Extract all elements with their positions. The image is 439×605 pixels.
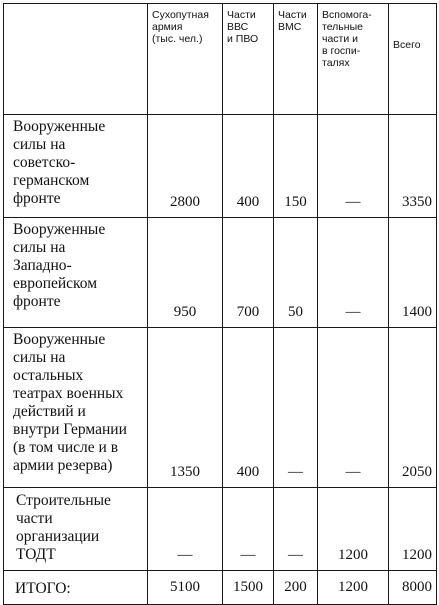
row-label-line: театрах военных <box>13 385 124 402</box>
row-label-line: Вооруженные <box>13 221 106 238</box>
row-label-line: германском <box>13 172 90 189</box>
row-label-line: армии резерва) <box>13 457 113 474</box>
row-label <box>4 328 148 488</box>
row-label-line: организации <box>16 528 100 545</box>
cell-navy: 200 <box>274 571 318 605</box>
header-navy <box>274 4 318 115</box>
row-label-line: Вооруженные <box>13 331 106 348</box>
total-row <box>4 571 437 605</box>
forces-table <box>3 3 437 605</box>
table-row <box>4 488 437 571</box>
header-category <box>4 4 148 115</box>
row-label-line: части <box>16 510 53 527</box>
row-label-line: фронте <box>13 190 61 207</box>
cell-air-force: 1500 <box>223 571 274 605</box>
row-label-line: ИТОГО: <box>15 579 71 597</box>
cell-ground-army: 5100 <box>148 571 223 605</box>
row-label-line: (в том числе и в <box>13 439 119 456</box>
row-label-line: Западно- <box>13 257 72 274</box>
cell-auxiliary: 1200 <box>318 571 389 605</box>
table-row <box>4 328 437 488</box>
cell-auxiliary: 1200 <box>318 488 389 571</box>
header-line: армия <box>152 21 183 33</box>
row-label <box>4 218 148 328</box>
row-label-line: фронте <box>13 293 61 310</box>
table-row <box>4 115 437 218</box>
cell-ground-army: 1350 <box>148 328 223 488</box>
header-line: Части <box>227 9 256 21</box>
header-line: Вспомога- <box>322 9 372 21</box>
row-label-line: Строительные <box>16 492 111 509</box>
row-label <box>4 115 148 218</box>
row-label-line: силы на <box>13 239 66 256</box>
header-air-force <box>223 4 274 115</box>
header-line: талях <box>322 57 350 69</box>
header-line: ВВС <box>227 21 249 33</box>
cell-total: 8000 <box>389 571 437 605</box>
cell-ground-army: 950 <box>148 218 223 328</box>
cell-navy: 150 <box>274 115 318 218</box>
cell-total: 2050 <box>389 328 437 488</box>
header-auxiliary <box>318 4 389 115</box>
row-label-line: силы на <box>13 136 66 153</box>
row-label <box>4 571 148 605</box>
cell-air-force: 400 <box>223 115 274 218</box>
row-label-line: советско- <box>13 154 76 171</box>
cell-total: 3350 <box>389 115 437 218</box>
header-line: Всего <box>393 39 421 51</box>
header-total <box>389 4 437 115</box>
row-label-line: остальных <box>13 367 84 384</box>
cell-ground-army: — <box>148 488 223 571</box>
header-line: и ПВО <box>227 33 259 45</box>
row-label-line: действий и <box>13 403 86 420</box>
row-label-line: Вооруженные <box>13 118 106 135</box>
cell-navy: — <box>274 488 318 571</box>
header-line: Сухопутная <box>152 9 209 21</box>
cell-air-force: — <box>223 488 274 571</box>
cell-navy: 50 <box>274 218 318 328</box>
cell-air-force: 700 <box>223 218 274 328</box>
header-line: части и <box>322 33 359 45</box>
cell-air-force: 400 <box>223 328 274 488</box>
row-label-line: силы на <box>13 349 66 366</box>
header-line: (тыс. чел.) <box>152 33 203 45</box>
header-line: Части <box>278 9 307 21</box>
row-label-line: европейском <box>13 275 98 292</box>
row-label <box>4 488 148 571</box>
table-row <box>4 218 437 328</box>
cell-auxiliary: — <box>318 115 389 218</box>
cell-total: 1400 <box>389 218 437 328</box>
cell-auxiliary: — <box>318 328 389 488</box>
header-line: тельные <box>322 21 363 33</box>
cell-ground-army: 2800 <box>148 115 223 218</box>
row-label-line: ТОДТ <box>16 546 56 563</box>
row-label-line: внутри Германии <box>13 421 127 438</box>
header-ground-army <box>148 4 223 115</box>
header-row <box>4 4 437 115</box>
header-line: ВМС <box>278 21 302 33</box>
cell-auxiliary: — <box>318 218 389 328</box>
cell-total: 1200 <box>389 488 437 571</box>
cell-navy: — <box>274 328 318 488</box>
header-line: в госпи- <box>322 45 361 57</box>
